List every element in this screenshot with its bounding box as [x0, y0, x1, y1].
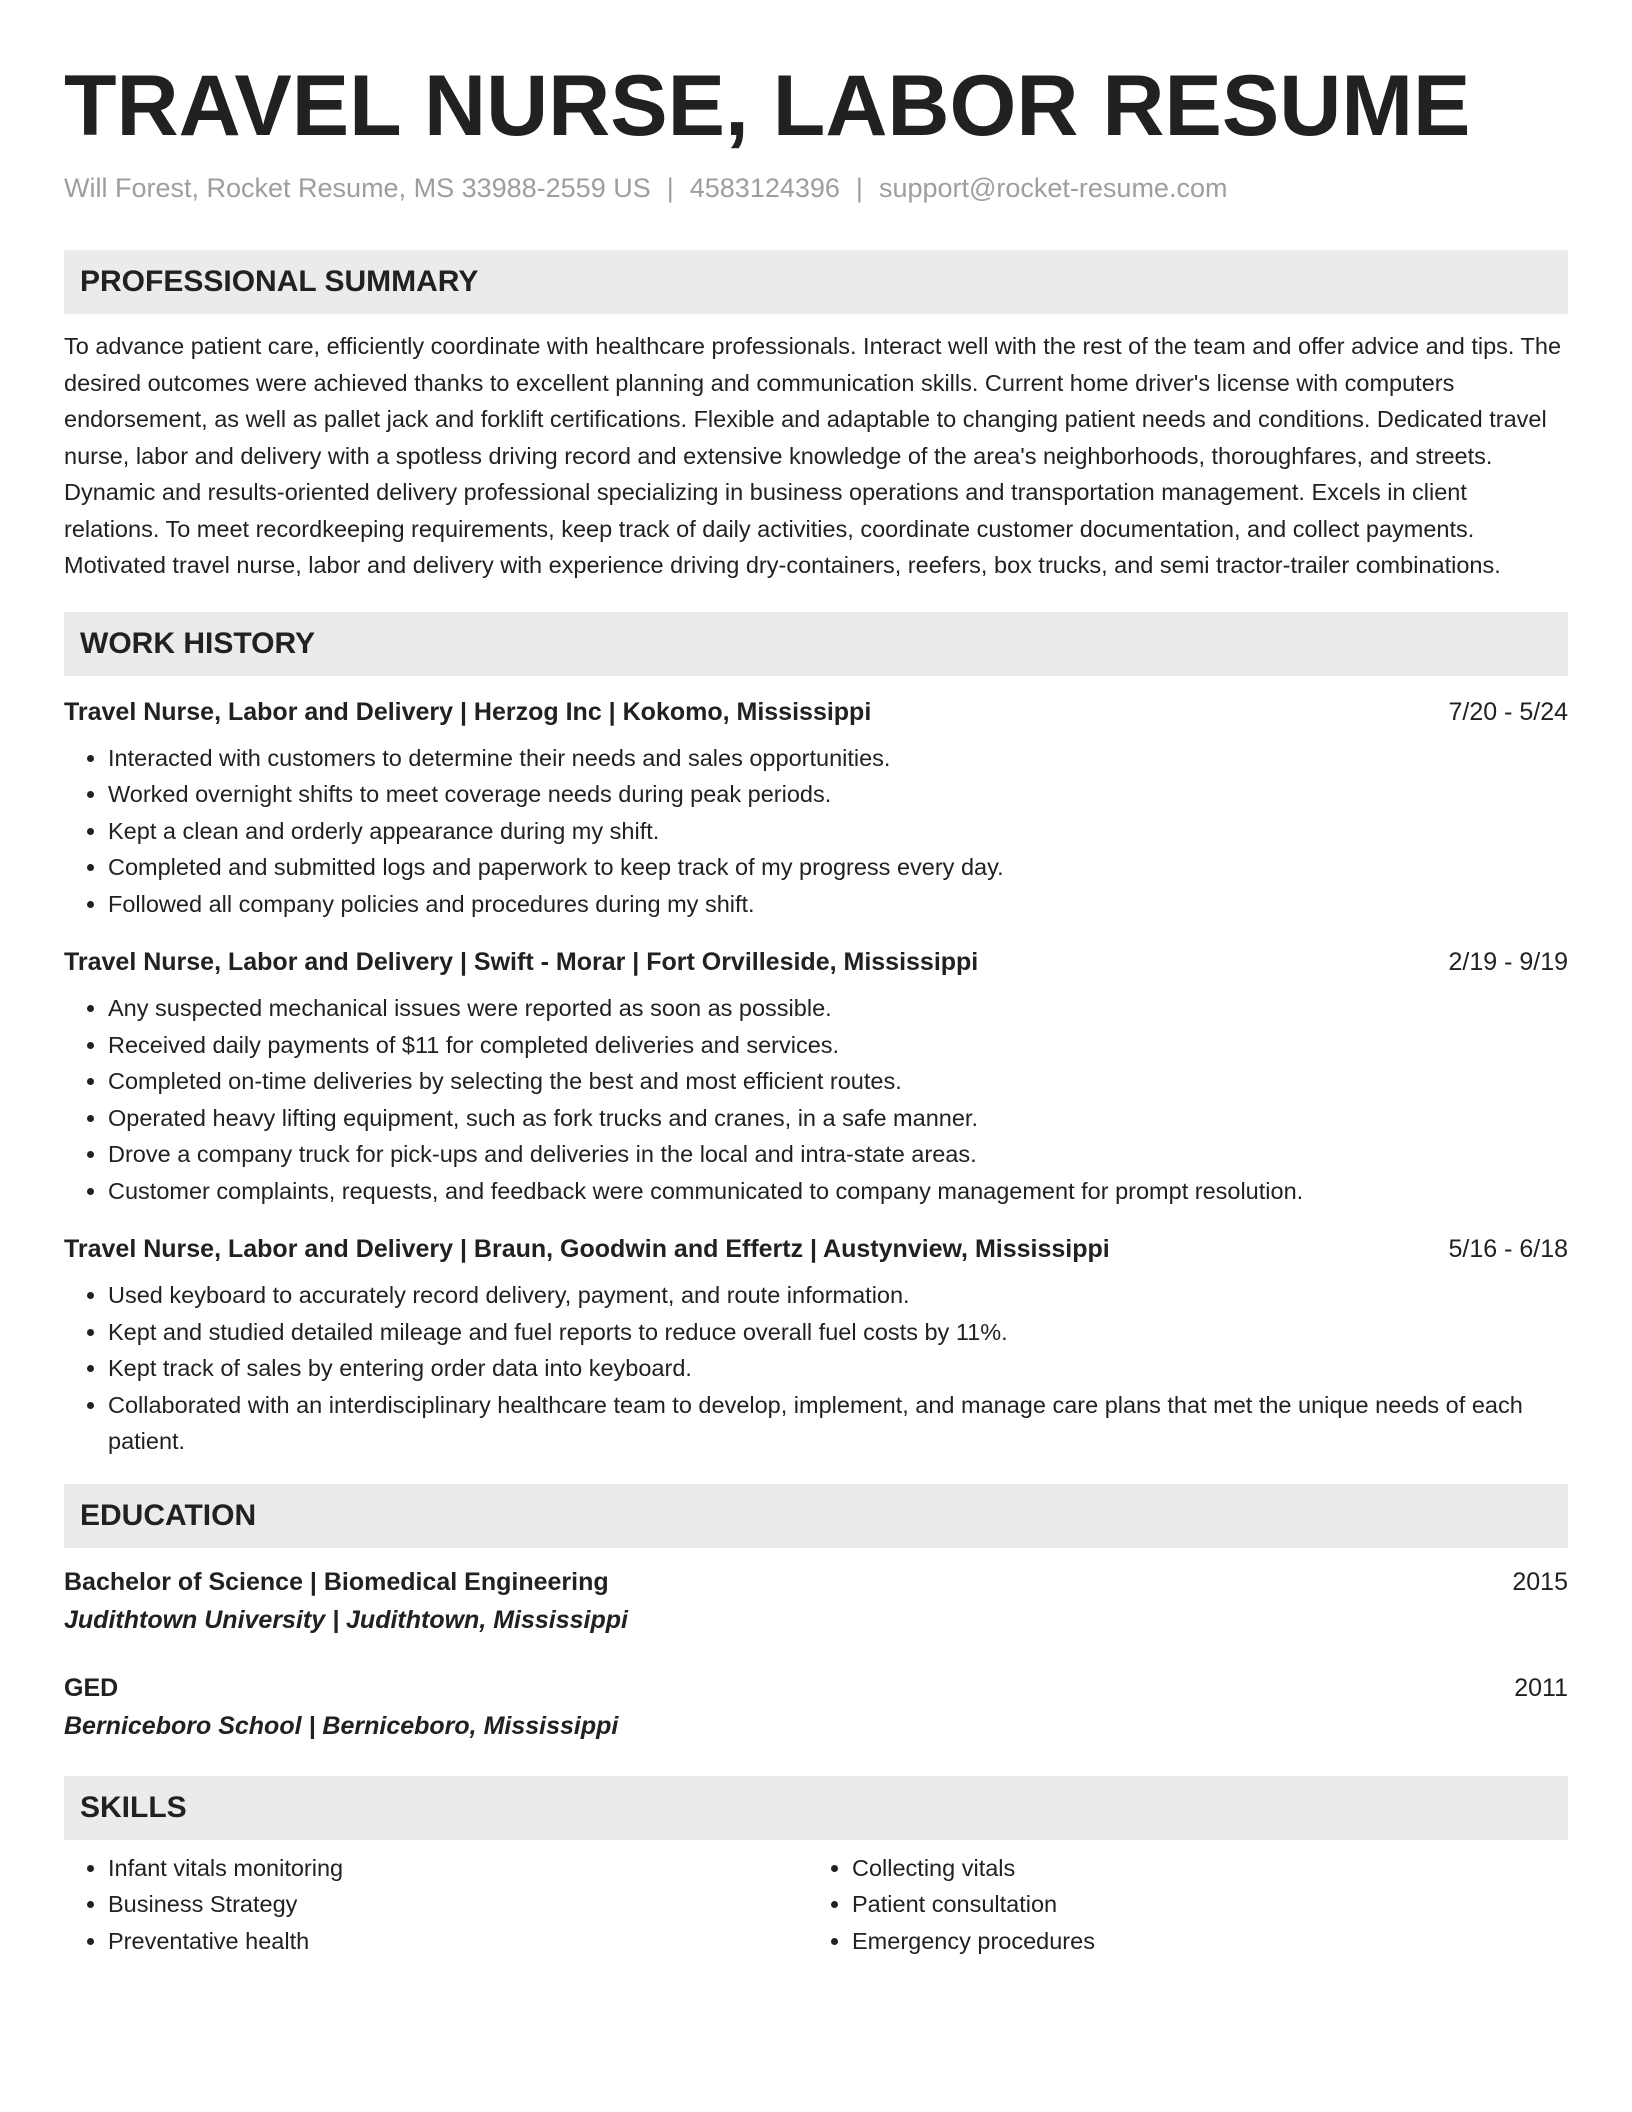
section-heading-education: EDUCATION	[64, 1484, 1568, 1548]
job-bullet: • Collaborated with an interdisciplinary healthcare team to develop, implement, and manage care plans that met the unique needs of each patient.	[108, 1387, 1568, 1460]
job-header	[64, 944, 1568, 980]
education-school: Berniceboro School | Berniceboro, Mississippi	[64, 1711, 619, 1740]
job-bullet: • Customer complaints, requests, and feedback were communicated to company management for prompt resolution.	[108, 1173, 1568, 1210]
job-bullet: • Used keyboard to accurately record delivery, payment, and route information.	[108, 1277, 1568, 1314]
education-year: 2011	[1514, 1673, 1568, 1702]
job-bullet: • Drove a company truck for pick-ups and deliveries in the local and intra-state areas.	[108, 1136, 1568, 1173]
job-title: Travel Nurse, Labor and Delivery | Swift - Morar | Fort Orvilleside, Mississippi	[64, 948, 979, 976]
job-dates: 2/19 - 9/19	[1448, 948, 1568, 976]
job-bullet: • Any suspected mechanical issues were reported as soon as possible.	[108, 990, 1568, 1027]
job-bullet: • Worked overnight shifts to meet coverage needs during peak periods.	[108, 776, 1568, 813]
contact-separator: |	[666, 173, 674, 203]
skill-item: • Business Strategy	[108, 1886, 808, 1923]
education-school: Judithtown University | Judithtown, Mississippi	[64, 1605, 628, 1634]
job-bullets	[64, 1277, 1568, 1460]
job-dates: 7/20 - 5/24	[1448, 697, 1568, 726]
job-bullet: • Completed and submitted logs and paperwork to keep track of my progress every day.	[108, 849, 1568, 886]
skill-item: • Emergency procedures	[852, 1923, 1552, 1960]
education-entry	[64, 1564, 1568, 1640]
job-bullet: • Operated heavy lifting equipment, such as fork trucks and cranes, in a safe manner.	[108, 1100, 1568, 1137]
job-bullet: • Followed all company policies and procedures during my shift.	[108, 886, 1568, 923]
contact-separator: |	[855, 173, 863, 203]
job-bullet: • Interacted with customers to determine their needs and sales opportunities.	[108, 740, 1568, 777]
contact-email: support@rocket-resume.com	[878, 173, 1228, 203]
resume-title: TRAVEL NURSE, LABOR RESUME	[64, 58, 1471, 154]
job-bullet: • Received daily payments of $11 for completed deliveries and services.	[108, 1027, 1568, 1064]
section-heading-work: WORK HISTORY	[64, 612, 1568, 676]
resume-page	[64, 0, 1568, 1959]
skill-item: • Collecting vitals	[852, 1850, 1552, 1887]
contact-line	[64, 168, 1568, 208]
job-entry	[64, 1231, 1568, 1460]
skill-item: • Infant vitals monitoring	[108, 1850, 808, 1887]
job-bullet: • Kept track of sales by entering order data into keyboard.	[108, 1350, 1568, 1387]
education-entry	[64, 1670, 1568, 1746]
education-header	[64, 1670, 1568, 1706]
education-degree: GED	[64, 1673, 119, 1702]
education-degree: Bachelor of Science | Biomedical Engineering	[64, 1567, 609, 1596]
contact-phone: 4583124396	[689, 173, 840, 203]
contact-address: Will Forest, Rocket Resume, MS 33988-2559 US	[64, 173, 651, 203]
job-header	[64, 694, 1568, 730]
job-header	[64, 1231, 1568, 1267]
education-year: 2015	[1512, 1567, 1568, 1596]
job-title: Travel Nurse, Labor and Delivery | Herzog Inc | Kokomo, Mississippi	[64, 697, 872, 726]
job-title: Travel Nurse, Labor and Delivery | Braun, Goodwin and Effertz | Austynview, Mississippi	[64, 1235, 1110, 1263]
job-bullets	[64, 990, 1568, 1209]
job-bullets	[64, 740, 1568, 923]
skills-column-left	[64, 1850, 808, 1960]
skills-column-right	[808, 1850, 1552, 1960]
skill-item: • Patient consultation	[852, 1886, 1552, 1923]
job-bullet: • Kept and studied detailed mileage and fuel reports to reduce overall fuel costs by 11%.	[108, 1314, 1568, 1351]
section-heading-skills: SKILLS	[64, 1776, 1568, 1840]
job-bullet: • Completed on-time deliveries by selecting the best and most efficient routes.	[108, 1063, 1568, 1100]
summary-text: To advance patient care, efficiently coordinate with healthcare professionals. Interact well with the rest of the team and offer advice and tips. The desired outcomes were achieved thanks to excellent planning and communication skills. Current home driver's license with computers endorsement, as well as pallet jack and forklift certifications. Flexible and adaptable to changing patient needs and conditions. Dedicated travel nurse, labor and delivery with a spotless driving record and extensive knowledge of the area's neighborhoods, thoroughfares, and streets. Dynamic and results-oriented delivery professional specializing in business operations and transportation management. Excels in client relations. To meet recordkeeping requirements, keep track of daily activities, coordinate customer documentation, and collect payments. Motivated travel nurse, labor and delivery with experience driving dry-containers, reefers, box trucks, and semi tractor-trailer combinations.	[64, 333, 1562, 578]
job-entry	[64, 694, 1568, 923]
education-header	[64, 1564, 1568, 1600]
skills-list	[64, 1850, 1568, 1960]
job-entry	[64, 944, 1568, 1209]
skill-item: • Preventative health	[108, 1923, 808, 1960]
job-bullet: • Kept a clean and orderly appearance during my shift.	[108, 813, 1568, 850]
job-dates: 5/16 - 6/18	[1448, 1235, 1568, 1263]
section-heading-summary: PROFESSIONAL SUMMARY	[64, 250, 1568, 314]
